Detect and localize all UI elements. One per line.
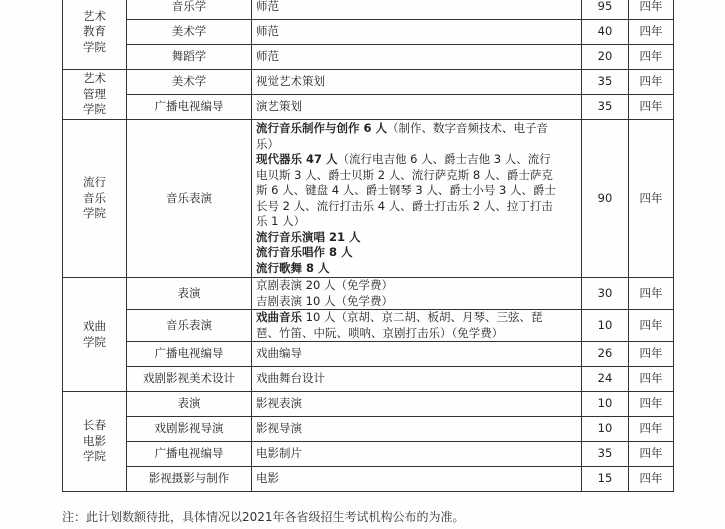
major-direction [252,342,582,367]
table-row [63,467,674,492]
enrollment-count: 40 [582,20,629,45]
enrollment-count: 15 [582,467,629,492]
major-direction [252,467,582,492]
direction-text: 斯 6 人、键盘 4 人、爵士钢琴 3 人、爵士小号 3 人、爵士 [256,183,557,197]
direction-text: 电影 [256,471,279,486]
direction-text: 影视导演 [256,421,302,436]
major-direction [252,310,582,342]
table-row [63,45,674,70]
major-name: 美术学 [127,20,252,45]
direction-text: 师范 [256,24,279,39]
study-length: 四年 [629,45,674,70]
footnote: 注：此计划数额待批，具体情况以2021年各省级招生考试机构公布的为准。 [62,510,465,524]
direction-heading: 现代器乐 47 人 [256,152,338,166]
direction-line [256,326,577,342]
direction-line [256,99,577,115]
major-direction [252,442,582,467]
major-name: 广播电视编导 [127,95,252,120]
table-row [63,95,674,120]
study-length: 四年 [629,20,674,45]
direction-text: 10 人（京胡、京二胡、板胡、月琴、三弦、琵 [302,310,543,324]
table-row [63,310,674,342]
major-direction [252,0,582,20]
enrollment-count: 10 [582,417,629,442]
direction-line [256,421,577,437]
major-direction [252,367,582,392]
direction-line [256,396,577,412]
college-name: 长春 电影 学院 [63,392,127,492]
direction-text: 戏曲编导 [256,346,302,361]
direction-text: 琶、竹笛、中阮、唢呐、京剧打击乐）（免学费） [256,325,504,340]
college-name: 戏曲 学院 [63,278,127,392]
direction-text: 影视表演 [256,396,302,411]
major-name: 美术学 [127,70,252,95]
direction-text: 演艺策划 [256,99,302,114]
enrollment-count: 35 [582,70,629,95]
direction-text: （制作、数字音频技术、电子音 [387,121,549,135]
direction-line [256,0,577,15]
study-length: 四年 [629,417,674,442]
study-length: 四年 [629,310,674,342]
direction-text: （流行电吉他 6 人、爵士吉他 3 人、流行 [337,152,551,166]
enrollment-count: 10 [582,310,629,342]
direction-heading: 流行音乐演唱 21 人 [256,229,361,244]
direction-line [256,137,577,153]
major-direction [252,45,582,70]
direction-line [256,199,577,215]
direction-line [256,183,577,199]
major-direction [252,20,582,45]
table-row [63,442,674,467]
major-direction [252,70,582,95]
major-name: 音乐表演 [127,310,252,342]
direction-line [256,49,577,65]
college-name: 流行 音乐 学院 [63,120,127,278]
direction-heading: 流行音乐制作与创作 6 人 [256,121,388,135]
direction-line [256,24,577,40]
study-length: 四年 [629,70,674,95]
study-length: 四年 [629,367,674,392]
direction-text: 视觉艺术策划 [256,74,325,89]
table-row [63,342,674,367]
direction-line [256,261,577,277]
college-name: 艺术 教育 学院 [63,0,127,70]
major-name: 影视摄影与制作 [127,467,252,492]
direction-text: 师范 [256,0,279,14]
enrollment-count: 35 [582,442,629,467]
study-length: 四年 [629,278,674,310]
study-length: 四年 [629,442,674,467]
study-length: 四年 [629,467,674,492]
direction-text: 乐 1 人） [256,214,306,228]
table-row [63,417,674,442]
enrollment-count: 35 [582,95,629,120]
table-row [63,20,674,45]
enrollment-count: 10 [582,392,629,417]
study-length: 四年 [629,120,674,278]
college-name: 艺术 管理 学院 [63,70,127,120]
direction-heading: 流行歌舞 8 人 [256,260,330,275]
major-name: 表演 [127,278,252,310]
direction-heading: 流行音乐唱作 8 人 [256,245,353,259]
enrollment-count: 20 [582,45,629,70]
direction-line [256,245,577,261]
enrollment-count: 24 [582,367,629,392]
direction-line [256,214,577,230]
direction-line [256,471,577,487]
major-name: 音乐表演 [127,120,252,278]
major-direction [252,392,582,417]
table-row [63,0,674,20]
enrollment-count: 90 [582,120,629,278]
major-name: 舞蹈学 [127,45,252,70]
table-row [63,120,674,278]
major-name: 广播电视编导 [127,442,252,467]
direction-text: 戏曲舞台设计 [256,371,325,386]
major-direction [252,417,582,442]
major-direction [252,278,582,310]
direction-text: 电贝斯 3 人、爵士贝斯 2 人、流行萨克斯 8 人、爵士萨克 [256,167,553,182]
direction-line [256,371,577,387]
direction-line [256,294,577,310]
study-length: 四年 [629,392,674,417]
study-length: 四年 [629,342,674,367]
major-name: 表演 [127,392,252,417]
direction-line [256,121,577,137]
direction-text: 长号 2 人、流行打击乐 4 人、爵士打击乐 2 人、拉丁打击 [256,198,553,213]
major-name: 音乐学 [127,0,252,20]
direction-text: 京剧表演 20 人（免学费） [256,278,393,292]
enrollment-count: 26 [582,342,629,367]
major-direction [252,95,582,120]
study-length: 四年 [629,95,674,120]
major-name: 广播电视编导 [127,342,252,367]
direction-line [256,446,577,462]
direction-heading: 戏曲音乐 [256,310,302,324]
major-name: 戏剧影视导演 [127,417,252,442]
direction-line [256,278,577,294]
major-name: 戏剧影视美术设计 [127,367,252,392]
table-row [63,278,674,310]
direction-line [256,152,577,168]
direction-line [256,74,577,90]
direction-line [256,168,577,184]
enrollment-count: 95 [582,0,629,20]
table-row [63,367,674,392]
direction-line [256,230,577,246]
enrollment-count: 30 [582,278,629,310]
major-direction [252,120,582,278]
table-row [63,70,674,95]
table-row [63,392,674,417]
direction-text: 电影制片 [256,446,302,461]
direction-line [256,346,577,362]
enrollment-plan-table [62,0,674,492]
direction-text: 师范 [256,49,279,64]
direction-line [256,310,577,326]
study-length: 四年 [629,0,674,20]
direction-text: 乐） [256,136,279,151]
direction-text: 吉剧表演 10 人（免学费） [256,293,393,308]
